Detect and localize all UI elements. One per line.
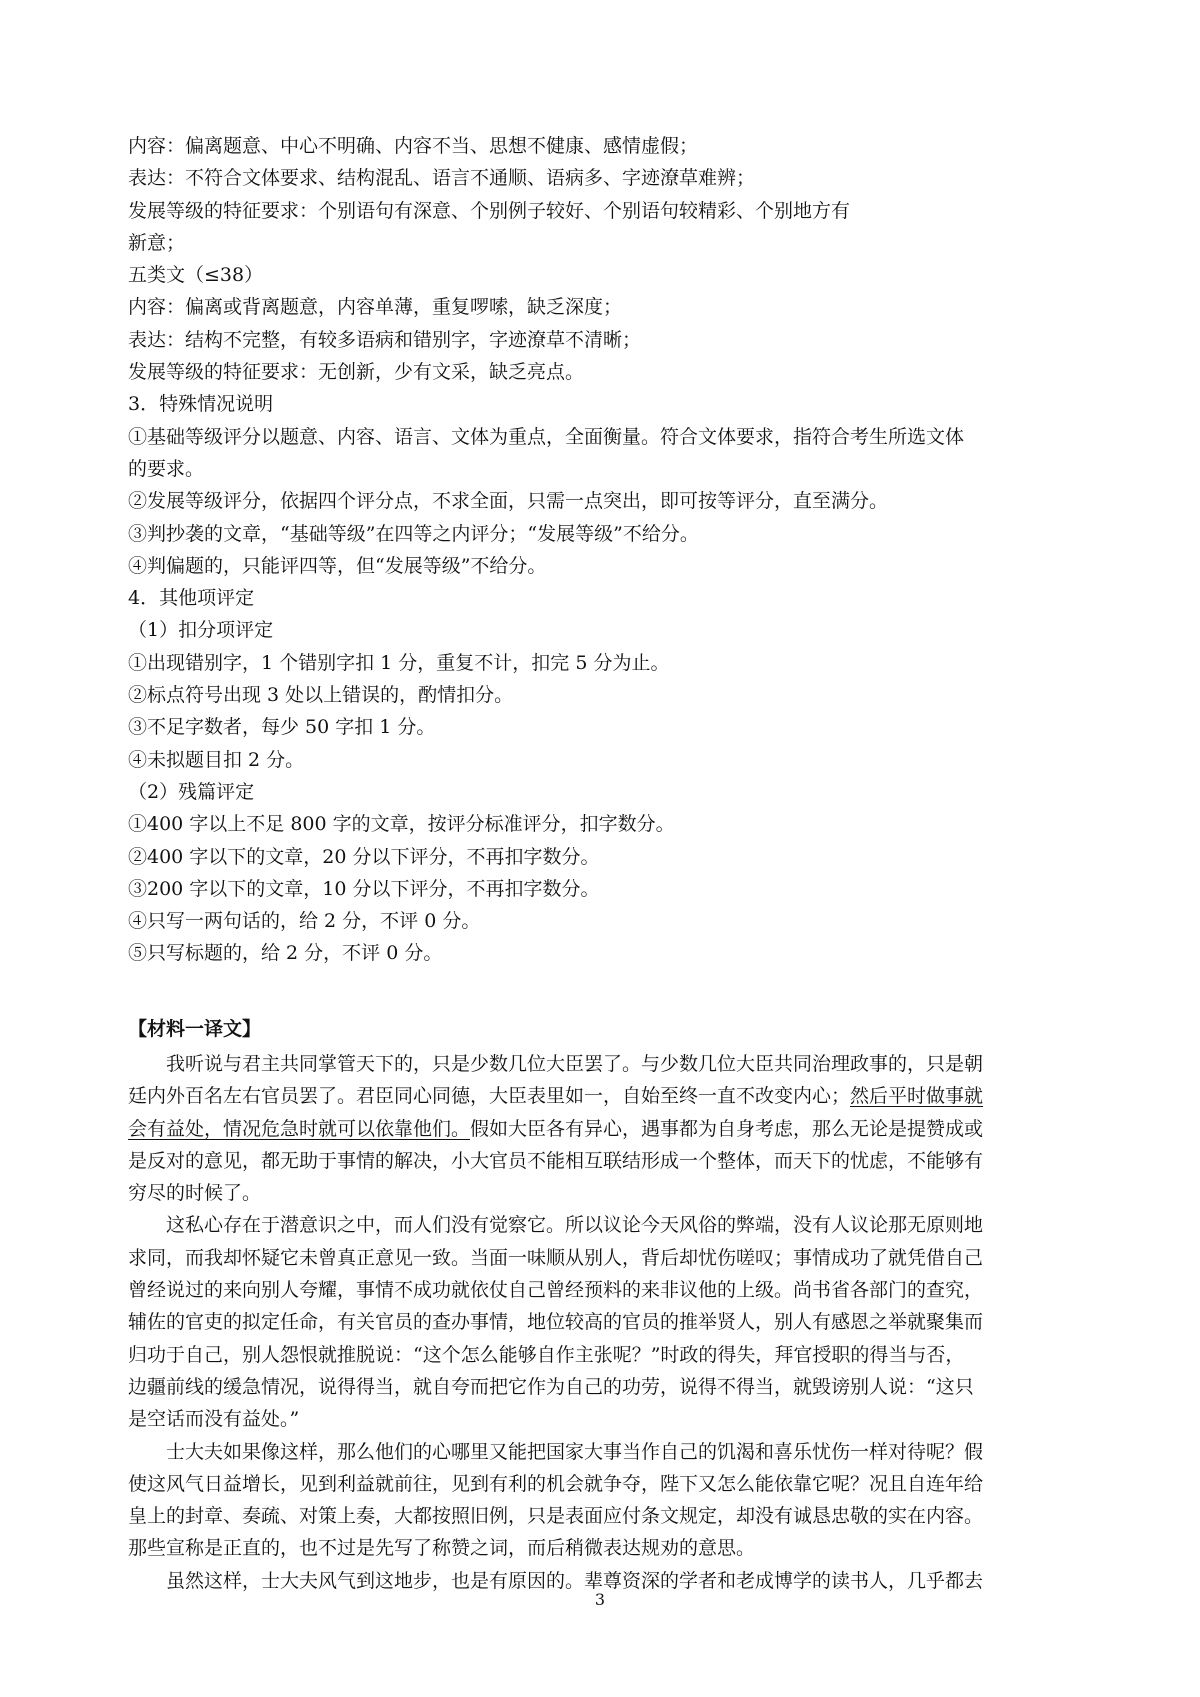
- paragraph-line: 皇上的封章、奏疏、对策上奏，大都按照旧例，只是表面应付条文规定，却没有诚恳忠敬的实在内容。: [128, 1505, 984, 1528]
- text-line: （1）扣分项评定: [128, 619, 274, 642]
- paragraph-line: [128, 1113, 1088, 1145]
- translation-section: [128, 1048, 1088, 1597]
- text-line: ④判偏题的，只能评四等，但“发展等级”不给分。: [128, 554, 547, 577]
- text-line: ①出现错别字，1 个错别字扣 1 分，重复不计，扣完 5 分为止。: [128, 651, 670, 674]
- text-line: ②发展等级评分，依据四个评分点，不求全面，只需一点突出，即可按等评分，直至满分。: [128, 490, 889, 513]
- text-line: 3．特殊情况说明: [128, 393, 274, 416]
- text-line: ③判抄袭的文章，“基础等级”在四等之内评分；“发展等级”不给分。: [128, 522, 699, 545]
- paragraph-line: 那些宣称是正直的，也不过是先写了称赞之词，而后稍微表达规劝的意思。: [128, 1537, 756, 1560]
- paragraph-line: 是空话而没有益处。”: [128, 1408, 300, 1431]
- text-line: ②标点符号出现 3 处以上错误的，酌情扣分。: [128, 684, 514, 707]
- paragraph-line: 我听说与君主共同掌管天下的，只是少数几位大臣罢了。与少数几位大臣共同治理政事的，只是朝: [166, 1053, 984, 1075]
- text-line: 发展等级的特征要求：无创新，少有文采，缺乏亮点。: [128, 361, 585, 384]
- scoring-criteria-section: [128, 130, 1088, 970]
- text-span: 廷内外百名左右官员罢了。君臣同心同德，大臣表里如一，自始至终一直不改变内心；: [128, 1085, 851, 1108]
- underlined-text: 会有益处，情况危急时就可以依靠他们。: [128, 1117, 471, 1140]
- text-span: 假如大臣各有异心，遇事都为自身考虑，那么无论是提赞成或: [470, 1117, 984, 1140]
- paragraph-line: 这私心存在于潜意识之中，而人们没有觉察它。所以议论今天风俗的弊端，没有人议论那无原则地: [166, 1214, 984, 1237]
- paragraph-line: 穷尽的时候了。: [128, 1182, 262, 1205]
- text-line: （2）残篇评定: [128, 780, 255, 803]
- paragraph-line: 虽然这样，士大夫风气到这地步，也是有原因的。辈尊资深的学者和老成博学的读书人，几乎都去: [166, 1569, 984, 1592]
- text-line: 表达：不符合文体要求、结构混乱、语言不通顺、语病多、字迹潦草难辨；: [128, 167, 756, 190]
- paragraph-line: 辅佐的官吏的拟定任命，有关官员的查办事情，地位较高的官员的推举贤人，别人有感恩之举就聚集而: [128, 1311, 984, 1334]
- text-line: 发展等级的特征要求：个别语句有深意、个别例子较好、个别语句较精彩、个别地方有: [128, 199, 851, 222]
- page-number: 3: [594, 1590, 606, 1609]
- paragraph-line: 曾经说过的来向别人夸耀，事情不成功就依仗自己曾经预料的来非议他的上级。尚书省各部门的查究，: [128, 1279, 984, 1302]
- text-line: 五类文（≤38）: [128, 264, 264, 287]
- text-line: ②400 字以下的文章，20 分以下评分，不再扣字数分。: [128, 845, 600, 868]
- text-line: ①基础等级评分以题意、内容、语言、文体为重点，全面衡量。符合文体要求，指符合考生所选文体: [128, 425, 965, 448]
- paragraph-line: 士大夫如果像这样，那么他们的心哪里又能把国家大事当作自己的饥渴和喜乐忧伤一样对待呢？假: [166, 1440, 984, 1463]
- text-line: 内容：偏离或背离题意，内容单薄，重复啰嗦，缺乏深度；: [128, 296, 623, 319]
- paragraph-line: 是反对的意见，都无助于事情的解决，小大官员不能相互联结形成一个整体，而天下的忧虑，不能够有: [128, 1149, 984, 1172]
- paragraph-line: 求同，而我却怀疑它未曾真正意见一致。当面一味顺从别人，背后却忧伤嗟叹；事情成功了就凭借自己: [128, 1246, 984, 1269]
- text-line: 表达：结构不完整，有较多语病和错别字，字迹潦草不清晰；: [128, 328, 642, 351]
- text-line: ③200 字以下的文章，10 分以下评分，不再扣字数分。: [128, 877, 600, 900]
- text-line: 4．其他项评定: [128, 587, 255, 610]
- text-line: 新意；: [128, 231, 186, 254]
- text-line: ①400 字以上不足 800 字的文章，按评分标准评分，扣字数分。: [128, 813, 675, 836]
- text-line: ④未拟题目扣 2 分。: [128, 748, 305, 771]
- paragraph-line: 使这风气日益增长，见到利益就前往，见到有利的机会就争夺，陛下又怎么能依靠它呢？况且自连年给: [128, 1472, 984, 1495]
- paragraph-line: 归功于自己，别人怨恨就推脱说：“这个怎么能够自作主张呢？”时政的得失，拜官授职的得当与否，: [128, 1343, 965, 1366]
- paragraph-line: 边疆前线的缓急情况，说得得当，就自夸而把它作为自己的功劳，说得不得当，就毁谤别人说：“这只: [128, 1375, 974, 1398]
- text-line: ③不足字数者，每少 50 字扣 1 分。: [128, 716, 436, 739]
- text-line: 内容：偏离题意、中心不明确、内容不当、思想不健康、感情虚假；: [128, 135, 699, 157]
- underlined-text: 然后平时做事就: [850, 1085, 984, 1108]
- text-line: ④只写一两句话的，给 2 分，不评 0 分。: [128, 910, 481, 933]
- text-line: 的要求。: [128, 457, 205, 480]
- text-line: ⑤只写标题的，给 2 分，不评 0 分。: [128, 942, 443, 965]
- section-heading: 【材料一译文】: [128, 1018, 262, 1040]
- paragraph-line: [128, 1080, 1088, 1112]
